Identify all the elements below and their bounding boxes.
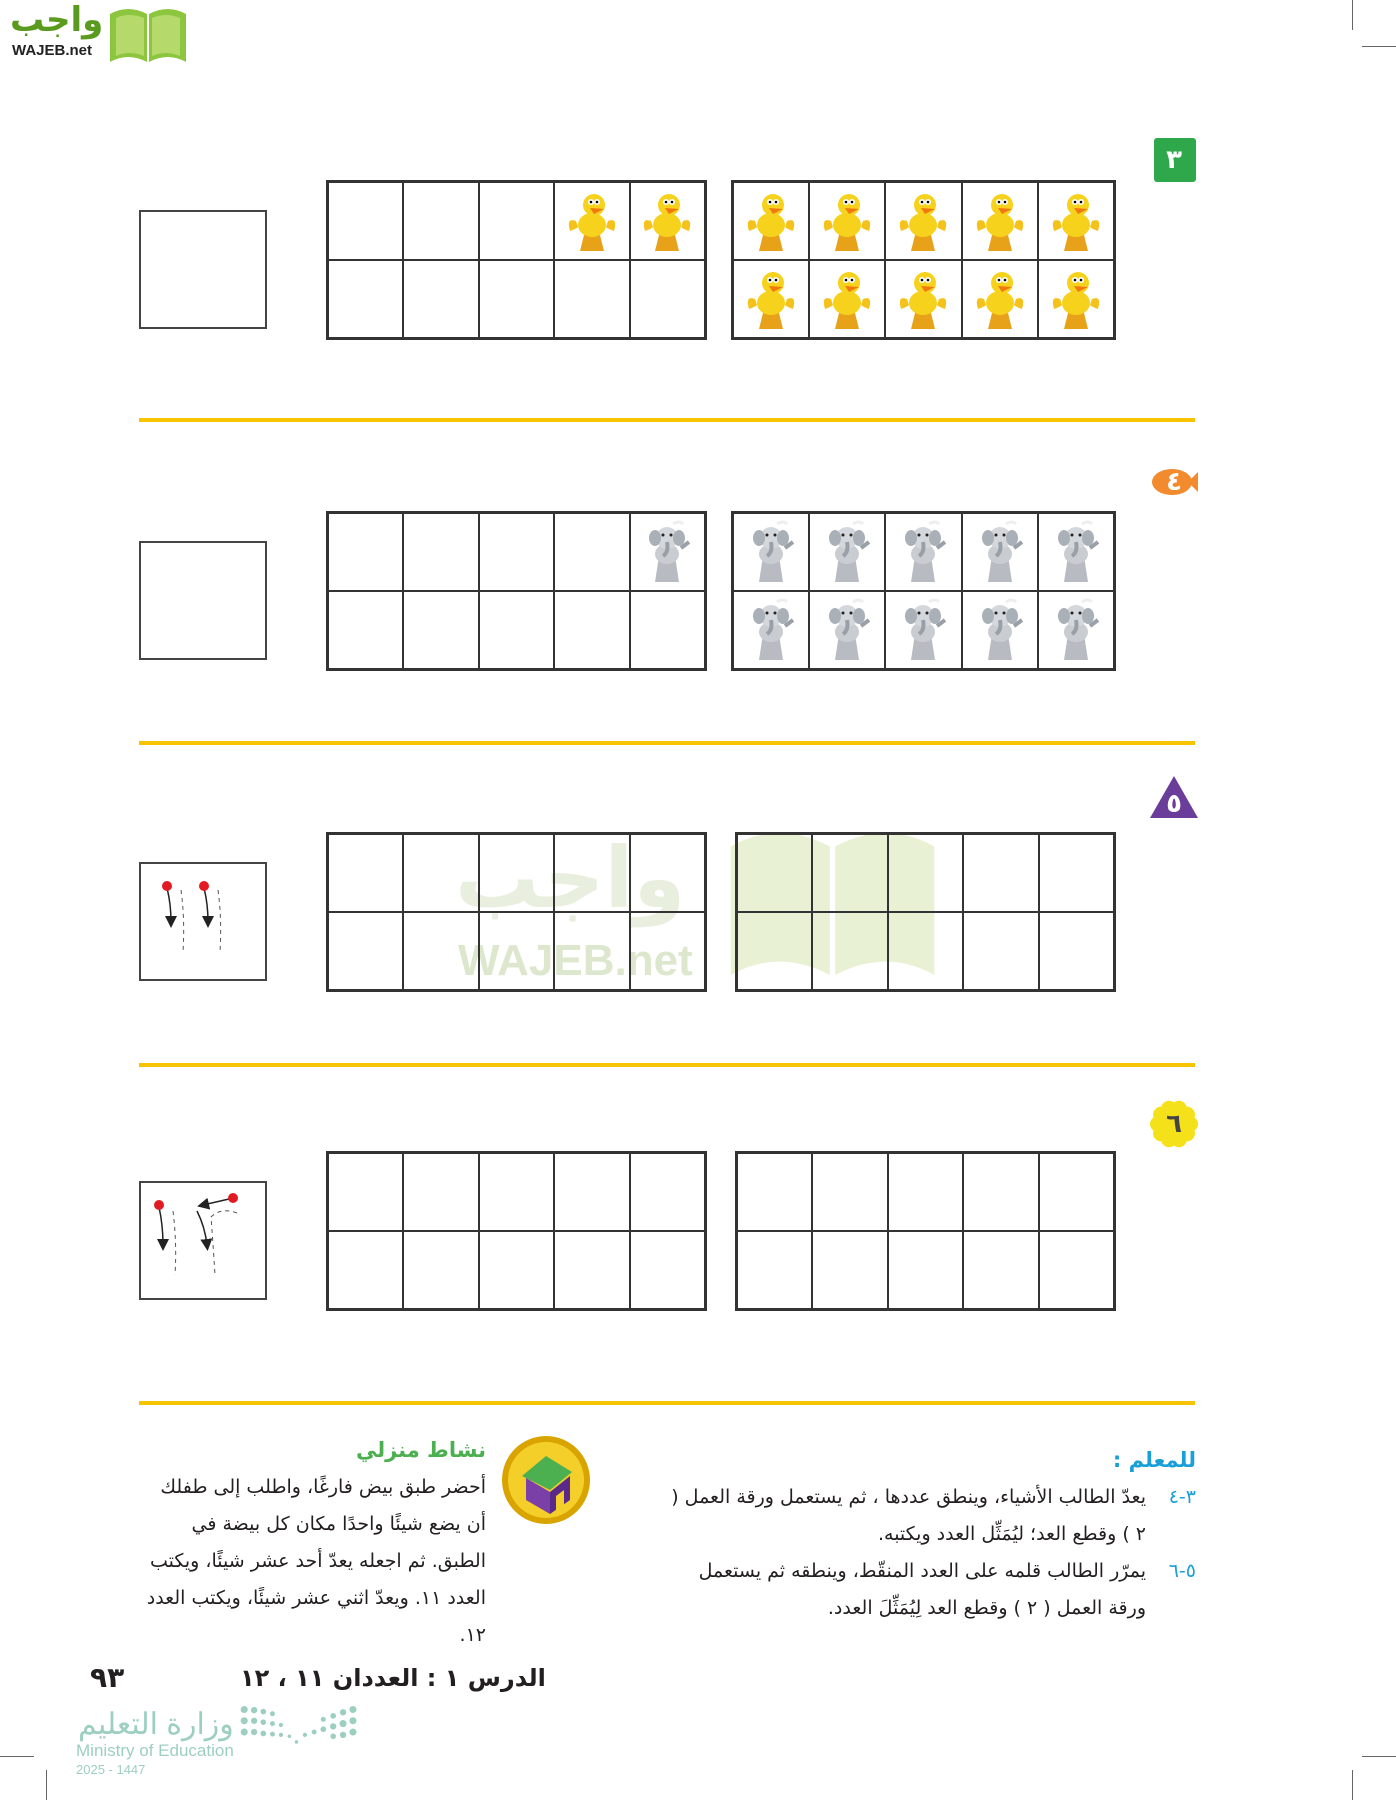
elephant-counter-icon <box>1048 518 1104 586</box>
note-range: ٥-٦ <box>1168 1560 1196 1582</box>
lesson-title-footer: الدرس ١ : العددان ١١ ، ١٢ <box>240 1664 546 1692</box>
ten-frame-cell[interactable] <box>733 182 809 260</box>
ten-frame-cell[interactable] <box>812 1153 887 1231</box>
ten-frame-cell[interactable] <box>554 912 629 990</box>
ten-frame-cell[interactable] <box>1039 912 1114 990</box>
ten-frame-left <box>326 829 707 992</box>
elephant-counter-icon <box>972 596 1028 664</box>
ten-frame-cell[interactable] <box>630 182 705 260</box>
ten-frame-right <box>735 832 1116 992</box>
exercise-number-badge <box>1150 1100 1198 1148</box>
ten-frame-cell[interactable] <box>554 1153 629 1231</box>
elephant-counter-icon <box>819 518 875 586</box>
watermark-latin: WAJEB.net <box>458 936 693 985</box>
watermark-arabic: واجب <box>455 829 686 927</box>
answer-box[interactable] <box>139 541 267 660</box>
duck-counter-icon <box>743 265 799 333</box>
ten-frame-cell[interactable] <box>479 912 554 990</box>
ten-frame-cell[interactable] <box>479 182 554 260</box>
ten-frame-cell[interactable] <box>403 834 478 912</box>
crop-mark <box>1362 1756 1396 1757</box>
exercise-number: ٤ <box>1166 467 1182 497</box>
ten-frame-cell[interactable] <box>479 260 554 338</box>
teacher-notes-heading: للمعلم : <box>1112 1448 1196 1472</box>
ten-frame-cell[interactable] <box>630 912 705 990</box>
ministry-dots-logo <box>240 1705 360 1745</box>
ten-frame-cell[interactable] <box>403 591 478 669</box>
ten-frame-cell[interactable] <box>1039 834 1114 912</box>
section-divider <box>139 1063 1195 1067</box>
ten-frame-cell[interactable] <box>737 834 812 912</box>
crop-mark <box>0 1756 34 1757</box>
exercise-number-badge <box>1150 136 1198 184</box>
ten-frame-cell[interactable] <box>630 591 705 669</box>
site-logo-latin[interactable]: WAJEB.net <box>12 42 93 59</box>
ten-frame-cell[interactable] <box>403 513 478 591</box>
crop-mark <box>1352 1770 1353 1800</box>
exercise-number-badge <box>1150 772 1198 820</box>
ten-frame-cell[interactable] <box>737 1153 812 1231</box>
ten-frame-cell[interactable] <box>554 1231 629 1309</box>
ten-frame-cell[interactable] <box>733 513 809 591</box>
ten-frame-cell[interactable] <box>733 591 809 669</box>
site-logo-arabic[interactable]: واجب <box>10 0 104 40</box>
ten-frame-cell[interactable] <box>554 260 629 338</box>
ten-frame-cell[interactable] <box>328 912 403 990</box>
exercise-number: ٦ <box>1166 1109 1182 1139</box>
number-tracing-box[interactable] <box>139 1181 267 1300</box>
ten-frame-cell[interactable] <box>888 1153 963 1231</box>
ten-frame-cell[interactable] <box>630 1231 705 1309</box>
ten-frame-cell[interactable] <box>812 834 887 912</box>
ten-frame-cell[interactable] <box>554 182 629 260</box>
ten-frame-cell[interactable] <box>888 834 963 912</box>
duck-counter-icon <box>819 187 875 255</box>
ten-frame-cell[interactable] <box>737 1231 812 1309</box>
ten-frame-cell[interactable] <box>962 513 1038 591</box>
ten-frame-cell[interactable] <box>809 182 885 260</box>
ten-frame-cell[interactable] <box>1038 260 1114 338</box>
number-tracing-box[interactable] <box>139 862 267 981</box>
ten-frame-cell[interactable] <box>403 1153 478 1231</box>
ten-frame-cell[interactable] <box>479 1153 554 1231</box>
dotted-number-trace-12 <box>141 1183 265 1298</box>
elephant-counter-icon <box>639 518 695 586</box>
dotted-number-trace-11 <box>141 864 265 979</box>
crop-mark <box>1362 46 1396 47</box>
ten-frame-cell[interactable] <box>809 513 885 591</box>
crop-mark <box>1352 0 1353 30</box>
ten-frame-cell[interactable] <box>963 1231 1038 1309</box>
ten-frame-cell[interactable] <box>1039 1231 1114 1309</box>
answer-box[interactable] <box>139 210 267 329</box>
ten-frame-cell[interactable] <box>885 513 961 591</box>
ten-frame-cell[interactable] <box>554 591 629 669</box>
duck-counter-icon <box>564 187 620 255</box>
duck-counter-icon <box>1048 265 1104 333</box>
duck-counter-icon <box>972 265 1028 333</box>
ten-frame-cell[interactable] <box>630 260 705 338</box>
home-activity-text: أحضر طبق بيض فارغًا، واطلب إلى طفلك أن يضع شيئًا واحدًا مكان كل بيضة في الطبق. ثم اجعله يعدّ أحد عشر شيئًا، ويكتب العدد ١١. ويعدّ اثني عشر شيئًا، ويكتب العدد ١٢. <box>146 1476 486 1646</box>
ten-frame-cell[interactable] <box>809 591 885 669</box>
exercise-number: ٣ <box>1166 145 1182 175</box>
ten-frame-cell[interactable] <box>962 591 1038 669</box>
duck-counter-icon <box>819 265 875 333</box>
duck-counter-icon <box>743 187 799 255</box>
ten-frame-cell[interactable] <box>1038 591 1114 669</box>
ten-frame-cell[interactable] <box>403 182 478 260</box>
ten-frame-cell[interactable] <box>885 260 961 338</box>
elephant-counter-icon <box>895 518 951 586</box>
book-logo-icon <box>106 4 190 64</box>
elephant-counter-icon <box>1048 596 1104 664</box>
ten-frame-cell[interactable] <box>963 834 1038 912</box>
teacher-note <box>656 1553 1196 1627</box>
duck-counter-icon <box>639 187 695 255</box>
ministry-name-arabic: وزارة التعليم <box>77 1708 234 1741</box>
ten-frame-right <box>735 1151 1116 1311</box>
ten-frame-cell[interactable] <box>962 260 1038 338</box>
ten-frame-cell[interactable] <box>328 1231 403 1309</box>
ten-frame-cell[interactable] <box>1039 1153 1114 1231</box>
ten-frame-cell[interactable] <box>1038 182 1114 260</box>
ten-frame-cell[interactable] <box>479 591 554 669</box>
ten-frame-left <box>326 180 707 340</box>
ten-frame-cell[interactable] <box>328 1153 403 1231</box>
ten-frame-cell[interactable] <box>403 260 478 338</box>
ten-frame-cell[interactable] <box>328 591 403 669</box>
ten-frame-cell[interactable] <box>963 1153 1038 1231</box>
ten-frame-cell[interactable] <box>630 1153 705 1231</box>
note-text: يعدّ الطالب الأشياء، وينطق عددها ، ثم يستعمل ورقة العمل ( ٢ ) وقطع العد؛ ليُمَثِّل العدد ويكتبه. <box>671 1486 1146 1545</box>
ten-frame-cell[interactable] <box>888 1231 963 1309</box>
ten-frame-cell[interactable] <box>328 513 403 591</box>
ten-frame-cell[interactable] <box>328 182 403 260</box>
ten-frame-cell[interactable] <box>554 834 629 912</box>
duck-counter-icon <box>895 265 951 333</box>
ten-frame-left <box>326 1151 707 1311</box>
ten-frame-cell[interactable] <box>963 912 1038 990</box>
ten-frame-cell[interactable] <box>328 260 403 338</box>
home-activity-house-icon <box>500 1434 592 1526</box>
section-divider <box>139 418 1195 422</box>
ten-frame-cell[interactable] <box>888 912 963 990</box>
ten-frame-cell[interactable] <box>733 260 809 338</box>
elephant-counter-icon <box>819 596 875 664</box>
exercise-number-badge <box>1150 458 1198 506</box>
elephant-counter-icon <box>895 596 951 664</box>
ministry-year: 2025 - 1447 <box>76 1762 146 1777</box>
ten-frame-cell[interactable] <box>630 513 705 591</box>
teacher-notes <box>656 1442 1196 1627</box>
home-activity-heading: نشاط منزلي <box>355 1438 486 1462</box>
ten-frame-cell[interactable] <box>328 834 403 912</box>
duck-counter-icon <box>1048 187 1104 255</box>
ten-frame-cell[interactable] <box>737 912 812 990</box>
duck-counter-icon <box>895 187 951 255</box>
ten-frame-cell[interactable] <box>479 513 554 591</box>
note-text: يمرّر الطالب قلمه على العدد المنقّط، وينطقه ثم يستعمل ورقة العمل ( ٢ ) وقطع العد لِيُمَثِّلَ العدد. <box>698 1560 1146 1619</box>
ten-frame-cell[interactable] <box>554 513 629 591</box>
ten-frame-left <box>326 511 707 671</box>
elephant-counter-icon <box>972 518 1028 586</box>
ten-frame-cell[interactable] <box>812 912 887 990</box>
ten-frame-cell[interactable] <box>479 834 554 912</box>
ten-frame-right <box>731 180 1116 340</box>
ten-frame-cell[interactable] <box>962 182 1038 260</box>
crop-mark <box>46 1770 47 1800</box>
ten-frame-cell[interactable] <box>809 260 885 338</box>
ten-frame-cell[interactable] <box>479 1231 554 1309</box>
ten-frame-cell[interactable] <box>1038 513 1114 591</box>
duck-counter-icon <box>972 187 1028 255</box>
page-number: ٩٣ <box>90 1661 125 1694</box>
ten-frame-cell[interactable] <box>812 1231 887 1309</box>
elephant-counter-icon <box>743 596 799 664</box>
elephant-counter-icon <box>743 518 799 586</box>
ten-frame-cell[interactable] <box>403 1231 478 1309</box>
exercise-number: ٥ <box>1166 789 1182 819</box>
ten-frame-cell[interactable] <box>630 834 705 912</box>
ten-frame-right <box>731 511 1116 671</box>
ministry-logo <box>76 1708 234 1780</box>
ministry-name-english: Ministry of Education <box>76 1741 234 1760</box>
home-activity <box>140 1432 486 1654</box>
note-range: ٣-٤ <box>1168 1486 1196 1508</box>
teacher-note <box>656 1479 1196 1553</box>
ten-frame-cell[interactable] <box>403 912 478 990</box>
section-divider <box>139 741 1195 745</box>
ten-frame-cell[interactable] <box>885 182 961 260</box>
ten-frame-cell[interactable] <box>885 591 961 669</box>
section-divider <box>139 1401 1195 1405</box>
